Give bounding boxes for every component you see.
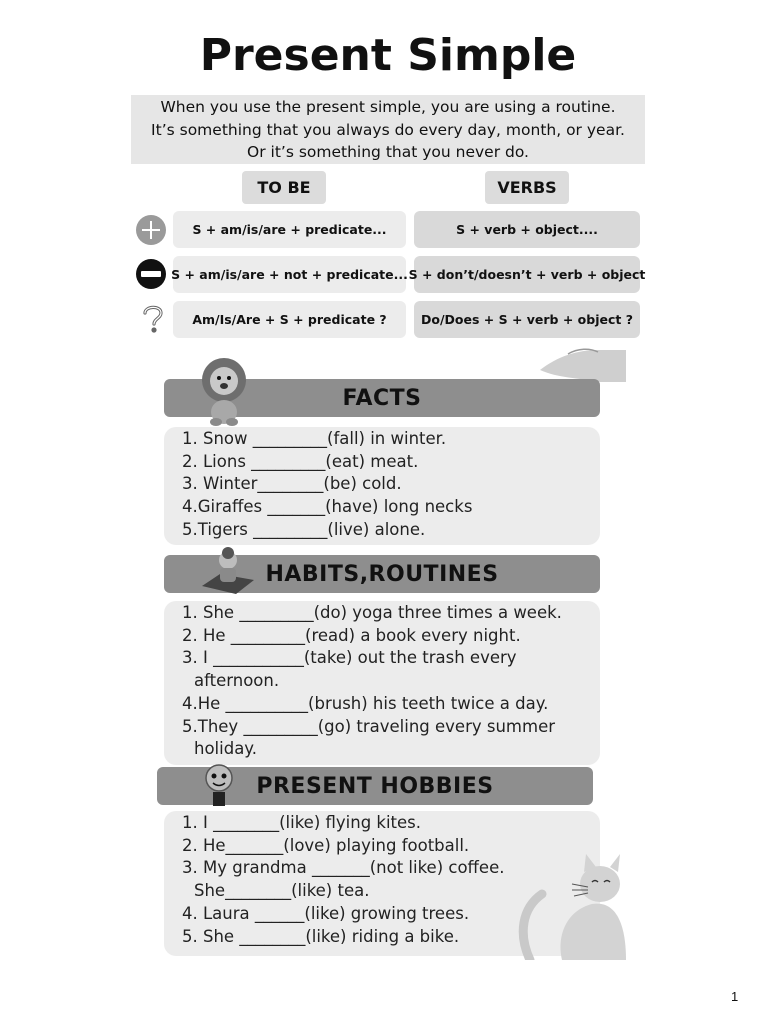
exercise-item: 5.They _________(go) traveling every summer	[182, 716, 555, 736]
hobbies-heading-text: PRESENT HOBBIES	[256, 773, 494, 799]
lion-illustration	[196, 356, 252, 426]
exercise-item: 2. He _________(read) a book every night.	[182, 625, 521, 645]
exercise-item: 5. She ________(like) riding a bike.	[182, 926, 460, 946]
page-number: 1	[731, 989, 739, 1004]
facts-heading-text: FACTS	[342, 385, 422, 411]
verbs-question-rule: Do/Does + S + verb + object ?	[414, 301, 640, 338]
exercise-item: 4.Giraffes _______(have) long necks	[182, 497, 473, 517]
exercise-item: 2. He_______(love) playing football.	[182, 835, 470, 855]
exercise-item: 1. I ________(like) flying kites.	[182, 813, 422, 832]
cat-illustration	[512, 854, 626, 960]
yoga-girl-illustration	[200, 546, 256, 598]
cat-tail-illustration	[538, 348, 626, 382]
cartoon-character-illustration	[202, 764, 236, 808]
exercise-item: 1. Snow _________(fall) in winter.	[182, 429, 447, 448]
plus-icon	[135, 214, 167, 246]
verbs-negative-rule: S + don’t/doesn’t + verb + object	[414, 256, 640, 293]
question-icon	[137, 302, 169, 334]
minus-icon	[135, 258, 167, 290]
exercise-item: 4.He __________(brush) his teeth twice a day.	[182, 693, 549, 713]
to-be-affirmative-rule: S + am/is/are + predicate...	[173, 211, 406, 248]
exercise-item: 4. Laura ______(like) growing trees.	[182, 903, 470, 923]
facts-exercise-box	[164, 427, 600, 545]
exercise-item-continuation: afternoon.	[194, 671, 280, 691]
exercise-item: 3. My grandma _______(not like) coffee.	[182, 858, 505, 878]
intro-line: It’s something that you always do every day, month, or year.	[151, 120, 625, 139]
exercise-item: 5.Tigers _________(live) alone.	[182, 519, 426, 539]
exercise-item: 1. She _________(do) yoga three times a week.	[182, 603, 562, 622]
exercise-item-continuation: holiday.	[194, 739, 257, 759]
exercise-item-continuation: She________(like) tea.	[194, 881, 370, 901]
verbs-affirmative-rule: S + verb + object....	[414, 211, 640, 248]
to-be-negative-rule: S + am/is/are + not + predicate...	[173, 256, 406, 293]
exercise-item: 3. Winter________(be) cold.	[182, 474, 402, 494]
worksheet-area	[160, 348, 626, 960]
intro-line: Or it’s something that you never do.	[247, 143, 529, 161]
habits-heading-text: HABITS,ROUTINES	[265, 561, 499, 587]
habits-exercise-box	[164, 601, 600, 765]
intro-box	[131, 95, 645, 164]
exercise-item: 3. I ___________(take) out the trash every	[182, 648, 517, 668]
intro-line: When you use the present simple, you are using a routine.	[160, 98, 616, 116]
exercise-item: 2. Lions _________(eat) meat.	[182, 451, 419, 471]
to-be-question-rule: Am/Is/Are + S + predicate ?	[173, 301, 406, 338]
to-be-column-header: TO BE	[242, 171, 326, 204]
verbs-column-header: VERBS	[485, 171, 569, 204]
page-title: Present Simple	[199, 30, 577, 81]
